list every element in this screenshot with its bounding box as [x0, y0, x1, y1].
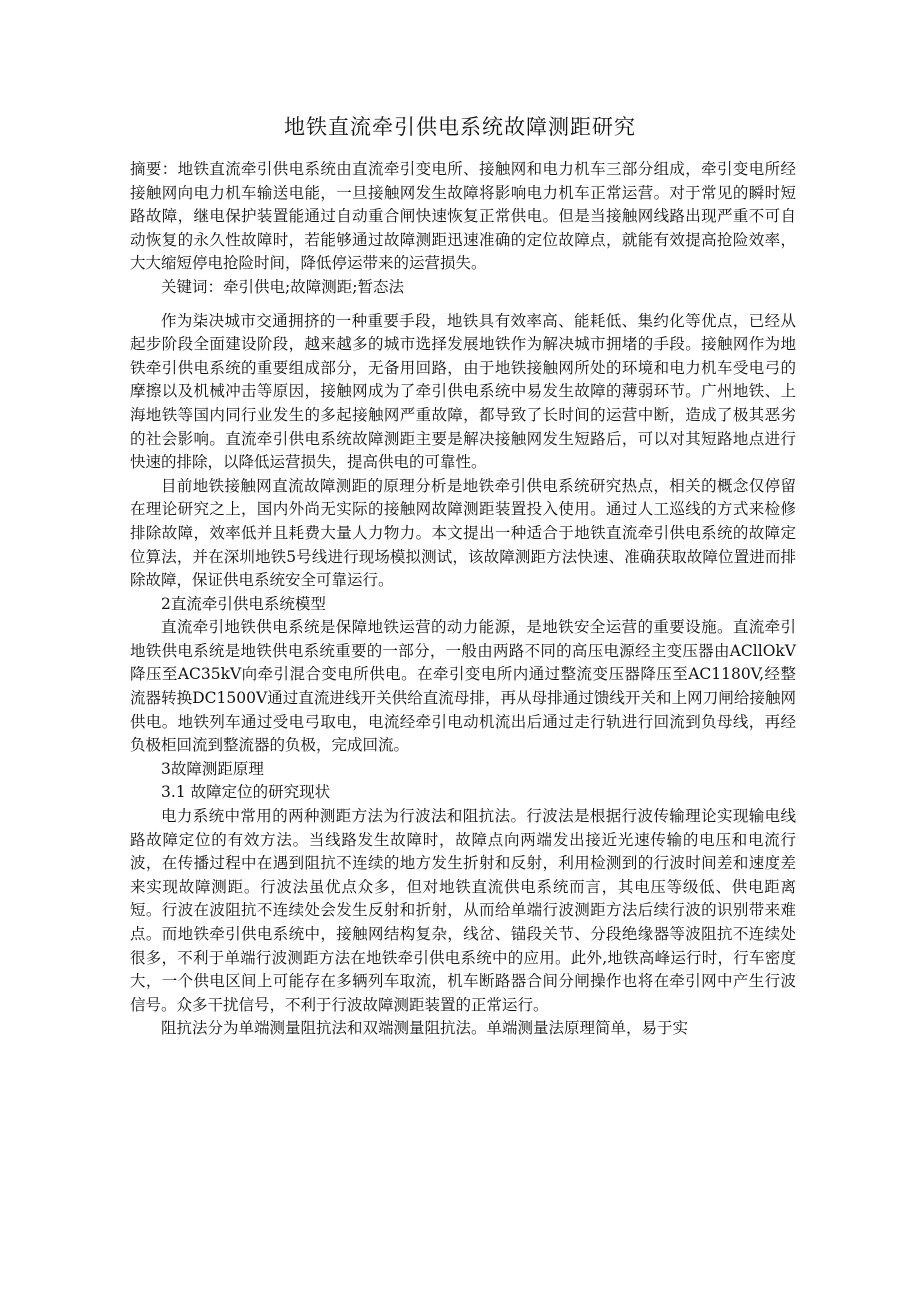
document-body	[130, 158, 796, 1041]
section-3-1-heading: 3.1 故障定位的研究现状	[161, 783, 331, 802]
section-2-heading: 2直流牵引供电系统模型	[161, 594, 326, 613]
keywords-line: 关键词：牵引供电;故障测距;暂态法	[161, 277, 404, 296]
intro-paragraph-1: 作为柒决城市交通拥挤的一种重要手段，地铁具有效率高、能耗低、集约化等优点，已经从起步阶段全面建设阶段，越来越多的城市选择发展地铁作为解决城市拥堵的手段。接触网作为地铁牵引供电系统的重要组成部分，无备用回路，由于地铁接触网所处的环境和电力机车受电弓的摩擦以及机械冲击等原因，接触网成为了牵引供电系统中易发生故障的薄弱环节。广州地铁、上海地铁等国内同行业发生的多起接触网严重故障，都导致了长时间的运营中断，造成了极其恶劣的社会影响。直流牵引供电系统故障测距主要是解决接触网发生短路后，可以对其短路地点进行快速的排除，以降低运营损失，提高供电的可靠性。	[130, 311, 796, 472]
section-2-paragraph: 直流牵引地铁供电系统是保障地铁运营的动力能源，是地铁安全运营的重要设施。直流牵引地铁供电系统是地铁供电系统重要的一部分，一般由两路不同的高压电源经主变压器由ACllOkV降压至AC35kV向牵引混合变电所供电。在牵引变电所内通过整流变压器降压至AC1180V,经整流器转换DC1500V通过直流进线开关供给直流母排，再从母排通过馈线开关和上网刀闸给接触网供电。地铁列车通过受电弓取电，电流经牵引电动机流出后通过走行轨进行回流到负母线，再经负极柜回流到整流器的负极，完成回流。	[130, 618, 796, 755]
intro-paragraph-2: 目前地铁接触网直流故障测距的原理分析是地铁牵引供电系统研究热点，相关的概念仅停留在理论研究之上，国内外尚无实际的接触网故障测距装置投入使用。通过人工巡线的方式来检修排除故障，效率低并且耗费大量人力物力。本文提出一种适合于地铁直流牵引供电系统的故障定位算法，并在深圳地铁5号线进行现场模拟测试，该故障测距方法快速、准确获取故障位置进而排除故障，保证供电系统安全可靠运行。	[130, 476, 796, 590]
section-3-heading: 3故障测距原理	[161, 759, 264, 778]
abstract-paragraph: 摘要：地铁直流牵引供电系统由直流牵引变电所、接触网和电力机车三部分组成，牵引变电所经接触网向电力机车输送电能，一旦接触网发生故障将影响电力机车正常运营。对于常见的瞬时短路故障，继电保护装置能通过自动重合闸快速恢复正常供电。但是当接触网线路出现严重不可自动恢复的永久性故障时，若能够通过故障测距迅速准确的定位故障点，就能有效提高抢险效率，大大缩短停电抢险时间，降低停运带来的运营损失。	[130, 160, 796, 273]
paragraph-gap	[130, 300, 796, 310]
section-3-1-paragraph-1: 电力系统中常用的两种测距方法为行波法和阻抗法。行波法是根据行波传输理论实现输电线路故障定位的有效方法。当线路发生故障时，故障点向两端发出接近光速传输的电压和电流行波，在传播过程中在遇到阻抗不连续的地方发生折射和反射，利用检测到的行波时间差和速度差来实现故障测距。行波法虽优点众多，但对地铁直流供电系统而言，其电压等级低、供电距离短。行波在波阻抗不连续处会发生反射和折射，从而给单端行波测距方法后续行波的识别带来难点。而地铁牵引供电系统中，接触网结构复杂，线岔、锚段关节、分段绝缘器等波阻抗不连续处很多，不利于单端行波测距方法在地铁牵引供电系统中的应用。此外,地铁高峰运行时，行车密度大，一个供电区间上可能存在多辆列车取流，机车断路器合间分闸操作也将在牵引网中产生行波信号。众多干扰信号，不利于行波故障测距装置的正常运行。	[130, 807, 796, 1014]
document-title: 地铁直流牵引供电系统故障测距研究	[284, 115, 636, 139]
section-3-1-paragraph-2: 阻抗法分为单端测量阻抗法和双端测量阻抗法。单端测量法原理简单，易于实	[161, 1019, 689, 1038]
